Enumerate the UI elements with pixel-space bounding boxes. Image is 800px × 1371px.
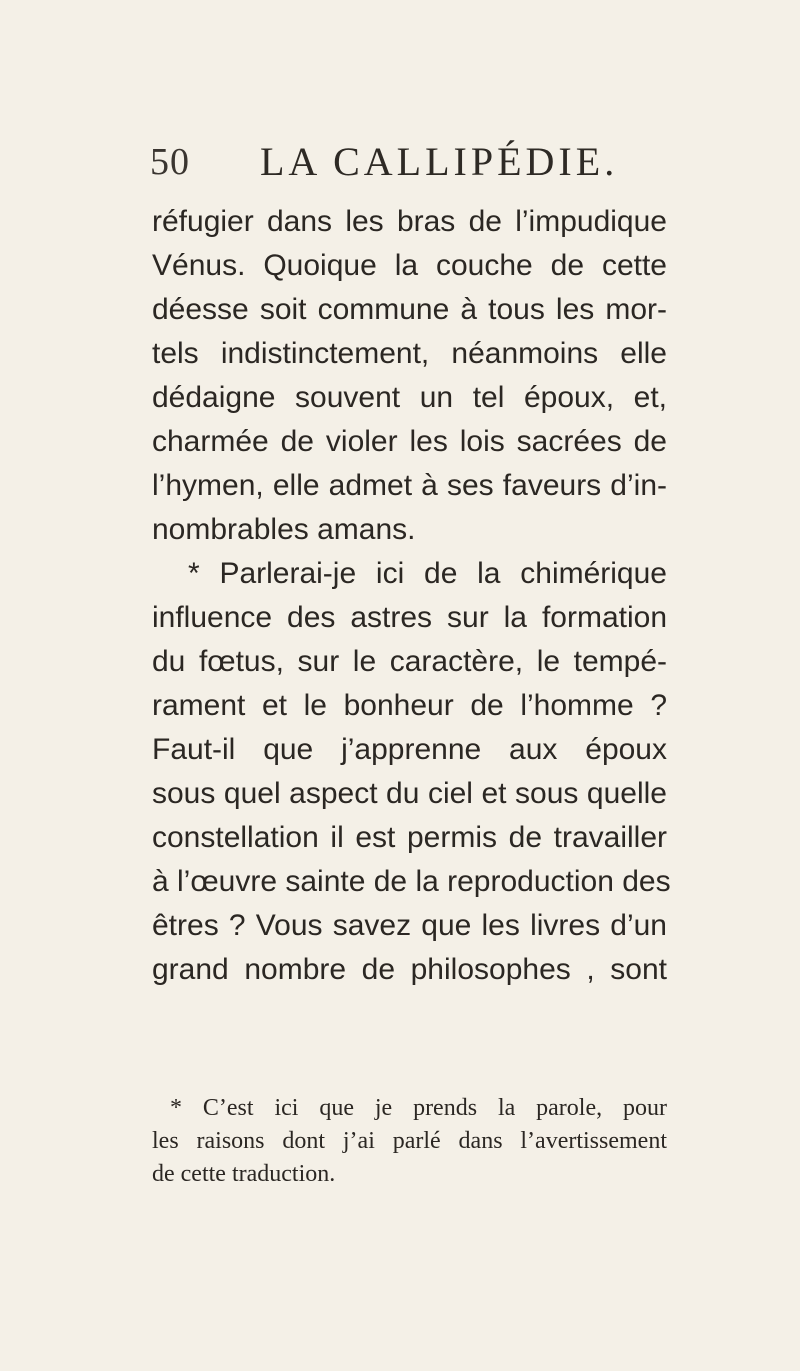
footnote-line: * C’est ici que je prends la parole, pour	[170, 1095, 667, 1121]
text-line: du fœtus, sur le caractère, le tempé-	[152, 645, 667, 678]
text-line: grand nombre de philosophes , sont	[152, 953, 667, 986]
footnote-line: de cette traduction.	[152, 1161, 336, 1187]
running-title: LA CALLIPÉDIE.	[260, 139, 619, 184]
text-line: à l’œuvre sainte de la reproduction des	[152, 865, 671, 898]
text-line: dédaigne souvent un tel époux, et,	[152, 381, 667, 414]
text-line: Vénus. Quoique la couche de cette	[152, 249, 667, 282]
text-line: * Parlerai-je ici de la chimérique	[188, 557, 667, 590]
text-line: influence des astres sur la formation	[152, 601, 667, 634]
page-number: 50	[150, 141, 190, 183]
text-line: nombrables amans.	[152, 513, 416, 546]
text-line: réfugier dans les bras de l’impudique	[152, 205, 667, 238]
text-line: constellation il est permis de travailler	[152, 821, 667, 854]
footnote-line: les raisons dont j’ai parlé dans l’avertissement	[152, 1128, 667, 1154]
body-text	[152, 200, 671, 992]
footnote	[152, 1092, 667, 1191]
text-line: charmée de violer les lois sacrées de	[152, 425, 667, 458]
text-line: êtres ? Vous savez que les livres d’un	[152, 909, 667, 942]
text-line: rament et le bonheur de l’homme ?	[152, 689, 667, 722]
text-line: déesse soit commune à tous les mor-	[152, 293, 667, 326]
text-line: sous quel aspect du ciel et sous quelle	[152, 777, 667, 810]
running-head	[150, 138, 650, 186]
text-line: l’hymen, elle admet à ses faveurs d’in-	[152, 469, 667, 502]
text-line: tels indistinctement, néanmoins elle	[152, 337, 667, 370]
text-line: Faut-il que j’apprenne aux époux	[152, 733, 667, 766]
